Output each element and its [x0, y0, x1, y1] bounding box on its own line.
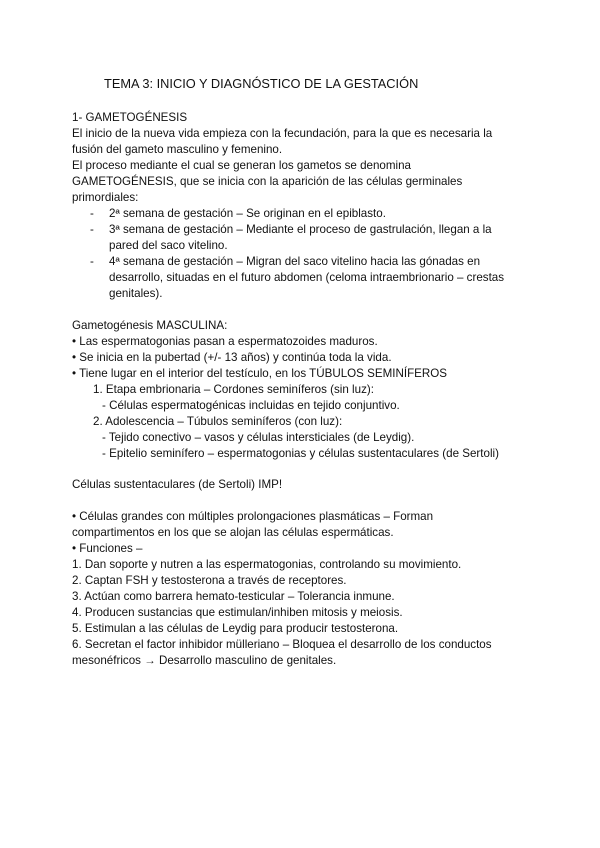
section-heading-masculina: Gametogénesis MASCULINA: — [72, 319, 228, 332]
paragraph-line: primordiales: — [72, 191, 139, 204]
function-item: 3. Actúan como barrera hemato-testicular – Tolerancia inmune. — [72, 590, 395, 603]
list-item-week4-cont: desarrollo, situadas en el futuro abdomen (celoma intraembrionario – crestas — [109, 271, 505, 284]
function-item: 2. Captan FSH y testosterona a través de receptores. — [72, 574, 347, 587]
stage-item-adolescencia: 2. Adolescencia – Túbulos seminíferos (con luz): — [93, 415, 343, 428]
list-dash: - — [90, 223, 94, 236]
list-item-week2: 2ª semana de gestación – Se originan en el epiblasto. — [109, 207, 386, 220]
list-item-week3-cont: pared del saco vitelino. — [109, 239, 228, 252]
list-item-week4-cont: genitales). — [109, 287, 163, 300]
stage-subitem: - Epitelio seminífero – espermatogonias y células sustentaculares (de Sertoli) — [102, 447, 499, 460]
stage-subitem: - Tejido conectivo – vasos y células intersticiales (de Leydig). — [102, 431, 415, 444]
list-dash: - — [90, 255, 94, 268]
function-item: 4. Producen sustancias que estimulan/inhiben mitosis y meiosis. — [72, 606, 403, 619]
stage-subitem: - Células espermatogénicas incluidas en tejido conjuntivo. — [102, 399, 400, 412]
stage-item-embrionaria: 1. Etapa embrionaria – Cordones seminíferos (sin luz): — [93, 383, 374, 396]
bullet-item: • Las espermatogonias pasan a espermatozoides maduros. — [72, 335, 378, 348]
list-dash: - — [90, 207, 94, 220]
paragraph-line: El inicio de la nueva vida empieza con la fecundación, para la que es necesaria la — [72, 127, 493, 140]
paragraph-line: El proceso mediante el cual se generan los gametos se denomina — [72, 159, 411, 172]
function-item-cont: mesonéfricos → Desarrollo masculino de genitales. — [72, 654, 337, 667]
bullet-item-cont: compartimentos en los que se alojan las células espermáticas. — [72, 526, 394, 539]
document-title: TEMA 3: INICIO Y DIAGNÓSTICO DE LA GESTACIÓN — [104, 76, 419, 91]
function-item: 1. Dan soporte y nutren a las espermatogonias, controlando su movimiento. — [72, 558, 462, 571]
bullet-item: • Células grandes con múltiples prolongaciones plasmáticas – Forman — [72, 510, 434, 523]
bullet-item: • Se inicia en la pubertad (+/- 13 años) y continúa toda la vida. — [72, 351, 392, 364]
function-item: 5. Estimulan a las células de Leydig para producir testosterona. — [72, 622, 399, 635]
list-item-week4: 4ª semana de gestación – Migran del saco vitelino hacia las gónadas en — [109, 255, 481, 268]
list-item-week3: 3ª semana de gestación – Mediante el proceso de gastrulación, llegan a la — [109, 223, 492, 236]
paragraph-line: GAMETOGÉNESIS, que se inicia con la aparición de las células germinales — [72, 175, 463, 188]
paragraph-line: fusión del gameto masculino y femenino. — [72, 143, 283, 156]
section-heading-gametogenesis: 1- GAMETOGÉNESIS — [72, 111, 188, 124]
bullet-item: • Tiene lugar en el interior del testículo, en los TÚBULOS SEMINÍFEROS — [72, 367, 448, 380]
function-item: 6. Secretan el factor inhibidor mülleriano – Bloquea el desarrollo de los conductos — [72, 638, 492, 651]
section-heading-sertoli: Células sustentaculares (de Sertoli) IMP! — [72, 478, 283, 491]
bullet-item-funciones: • Funciones – — [72, 542, 143, 555]
